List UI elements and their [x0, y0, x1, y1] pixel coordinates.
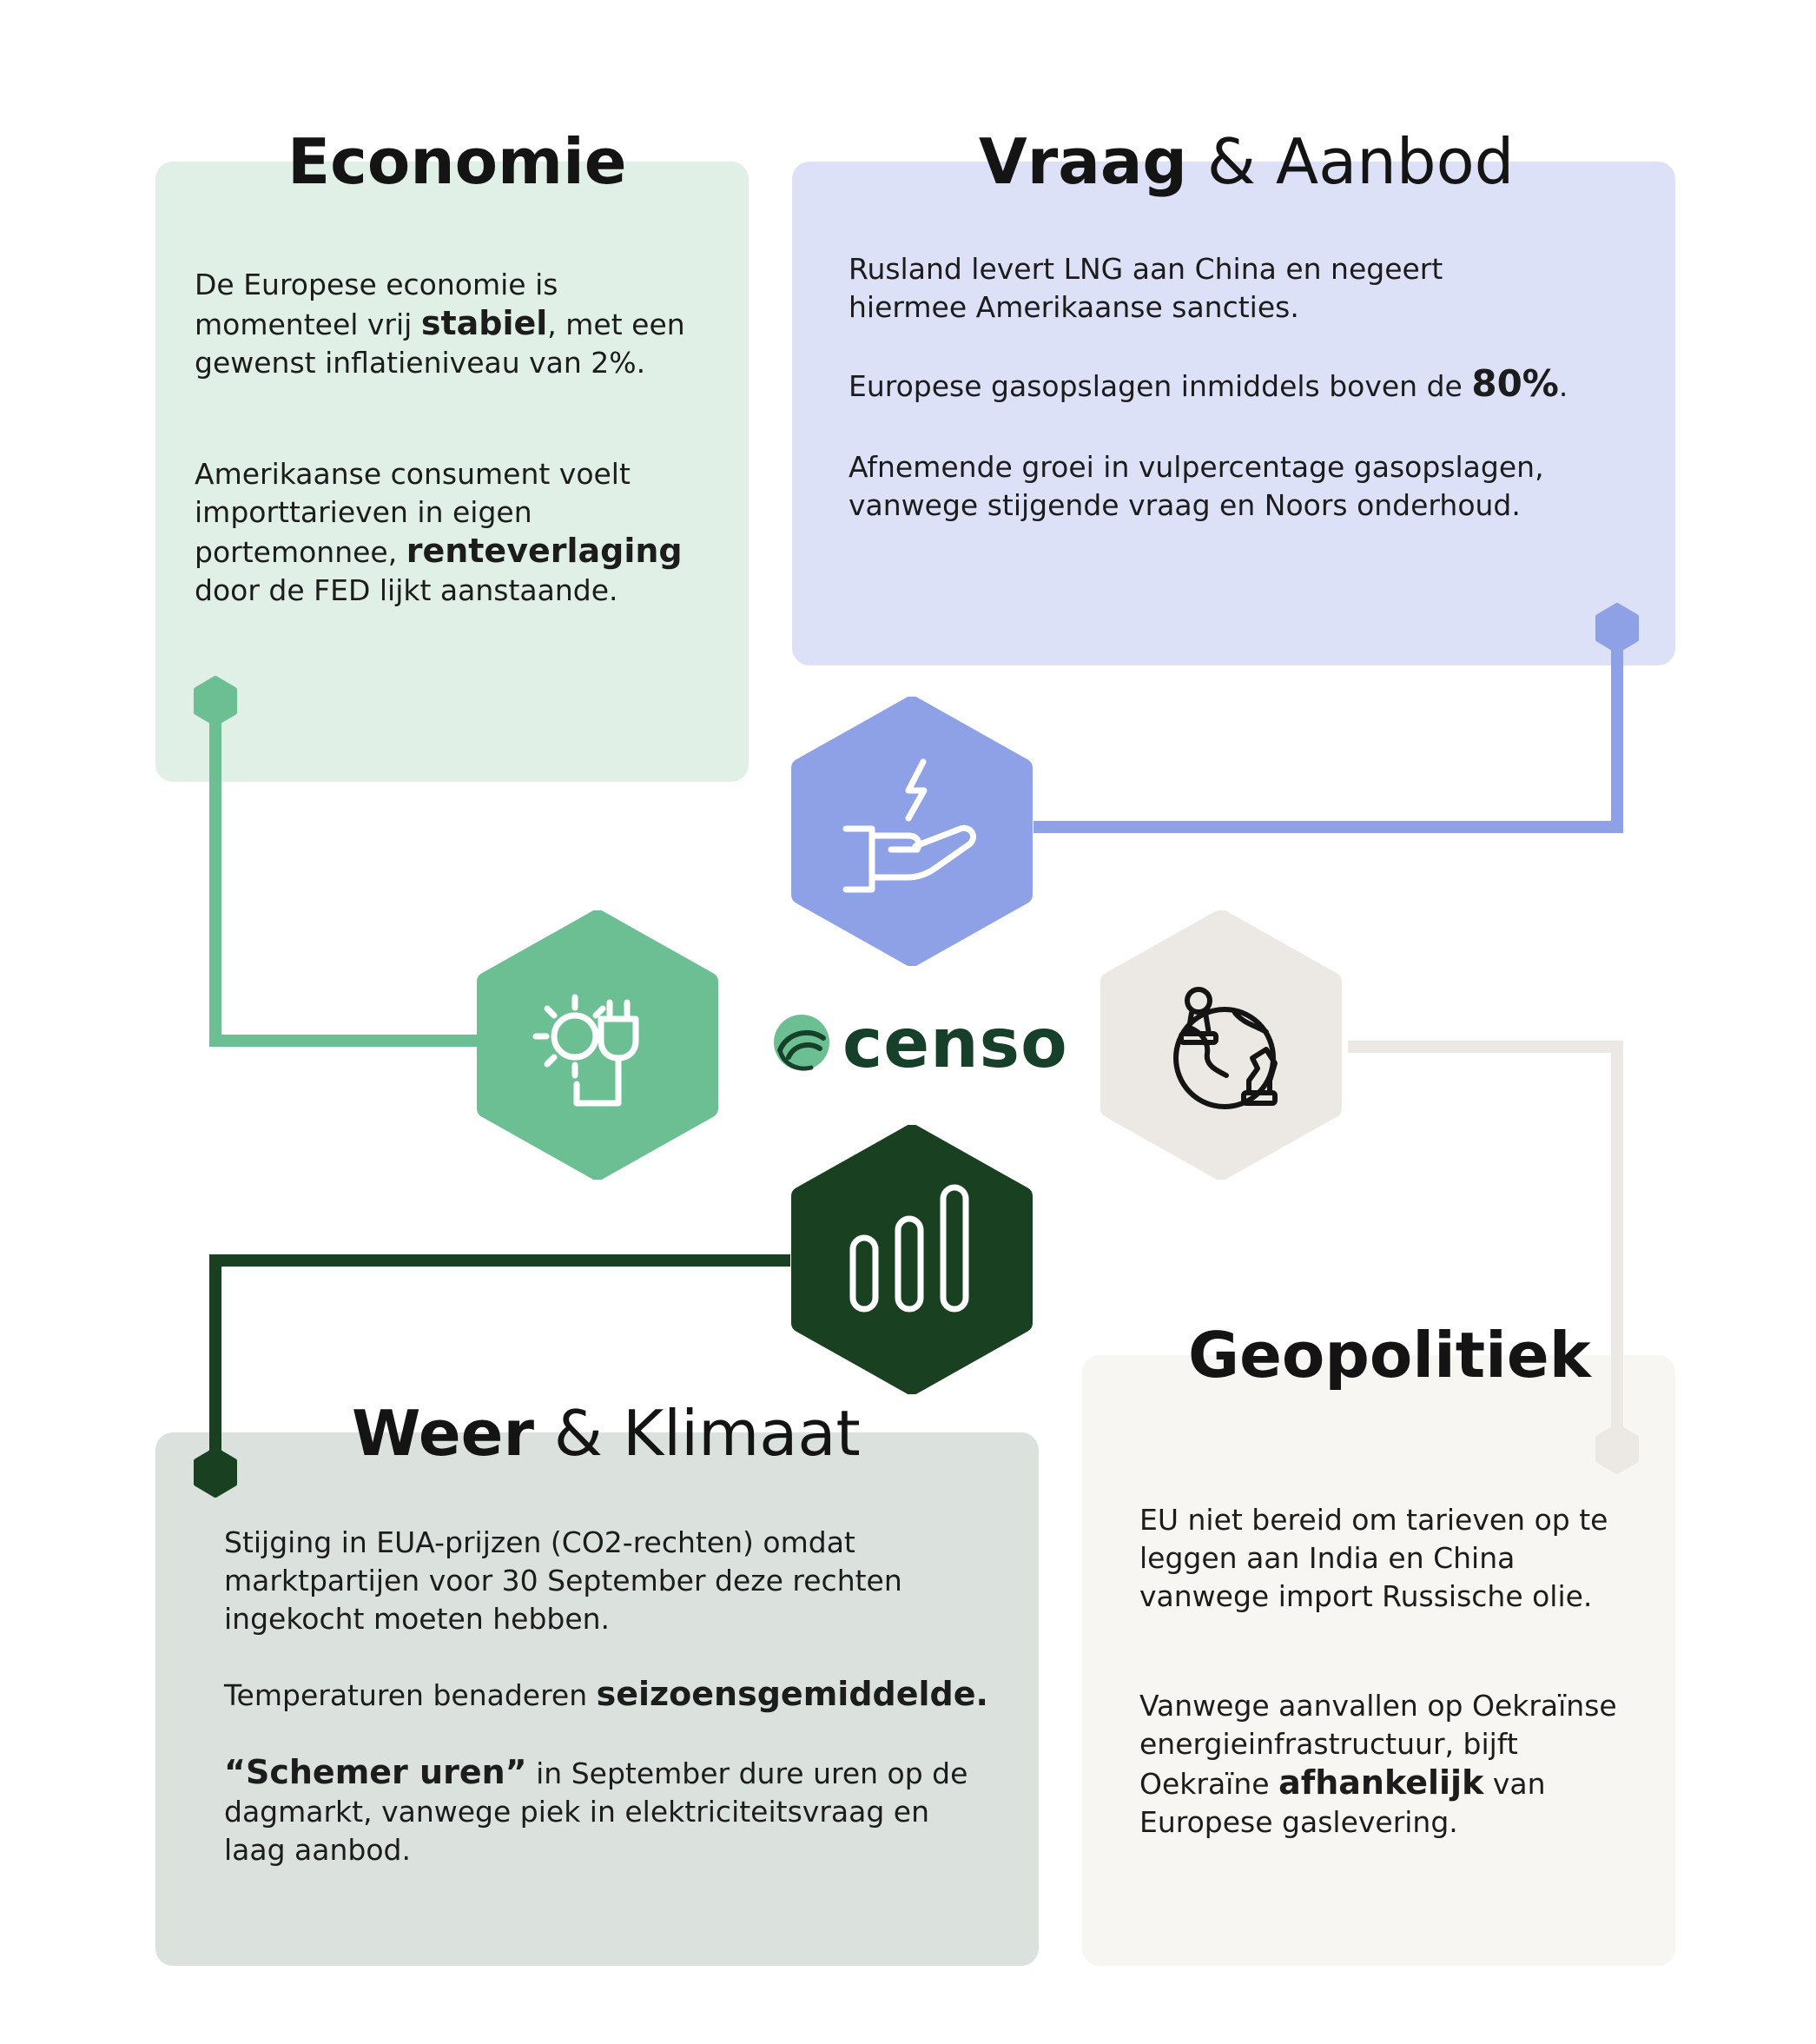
geo-paragraph-2: Vanwege aanvallen op Oekraïnse energieinfrastructuur, bijft Oekraïne afhankelijk van Europese gaslevering. [1139, 1689, 1617, 1839]
economie-connector [196, 678, 478, 1041]
censo-wordmark: censo [842, 1005, 1068, 1083]
weer-paragraph-1: Stijging in EUA-prijzen (CO2-rechten) omdat marktpartijen voor 30 September deze rechten ingekocht moeten hebben. [224, 1525, 902, 1636]
vraag-paragraph-2: Europese gasopslagen inmiddels boven de 80%. [849, 362, 1568, 405]
vraag-paragraph-1: Rusland levert LNG aan China en negeert hiermee Amerikaanse sancties. [849, 252, 1443, 324]
economie-hexagon [472, 910, 723, 1180]
geopolitiek-hexagon [1096, 910, 1346, 1180]
vraag-connector [1033, 605, 1636, 827]
vraag-aanbod-title: Vraag & Aanbod [979, 125, 1515, 198]
weer-klimaat-title: Weer & Klimaat [352, 1397, 861, 1470]
censo-brand [771, 1005, 1068, 1083]
weer-klimaat-hexagon [787, 1125, 1037, 1394]
economie-paragraph-2: Amerikaanse consument voelt importtarieven in eigen portemonnee, renteverlaging door de FED lijkt aanstaande. [195, 457, 683, 607]
geopolitiek-title: Geopolitiek [1188, 1319, 1591, 1392]
geo-connector [1348, 1047, 1636, 1472]
vraag-paragraph-3: Afnemende groei in vulpercentage gasopslagen, vanwege stijgende vraag en Noors onderhoud. [849, 450, 1544, 522]
economie-title: Economie [287, 125, 627, 198]
economie-paragraph-1: De Europese economie is momenteel vrij stabiel, met een gewenst inflatieniveau van 2%. [195, 268, 685, 380]
censo-swirl-icon [771, 1012, 832, 1073]
vraag-aanbod-hexagon [787, 697, 1037, 966]
weer-paragraph-2: Temperaturen benaderen seizoensgemiddelde. [224, 1675, 988, 1713]
weer-paragraph-3: “Schemer uren” in September dure uren op de dagmarkt, vanwege piek in elektriciteitsvraag en laag aanbod. [224, 1753, 968, 1867]
geo-paragraph-1: EU niet bereid om tarieven op te leggen aan India en China vanwege import Russische olie. [1139, 1503, 1608, 1613]
